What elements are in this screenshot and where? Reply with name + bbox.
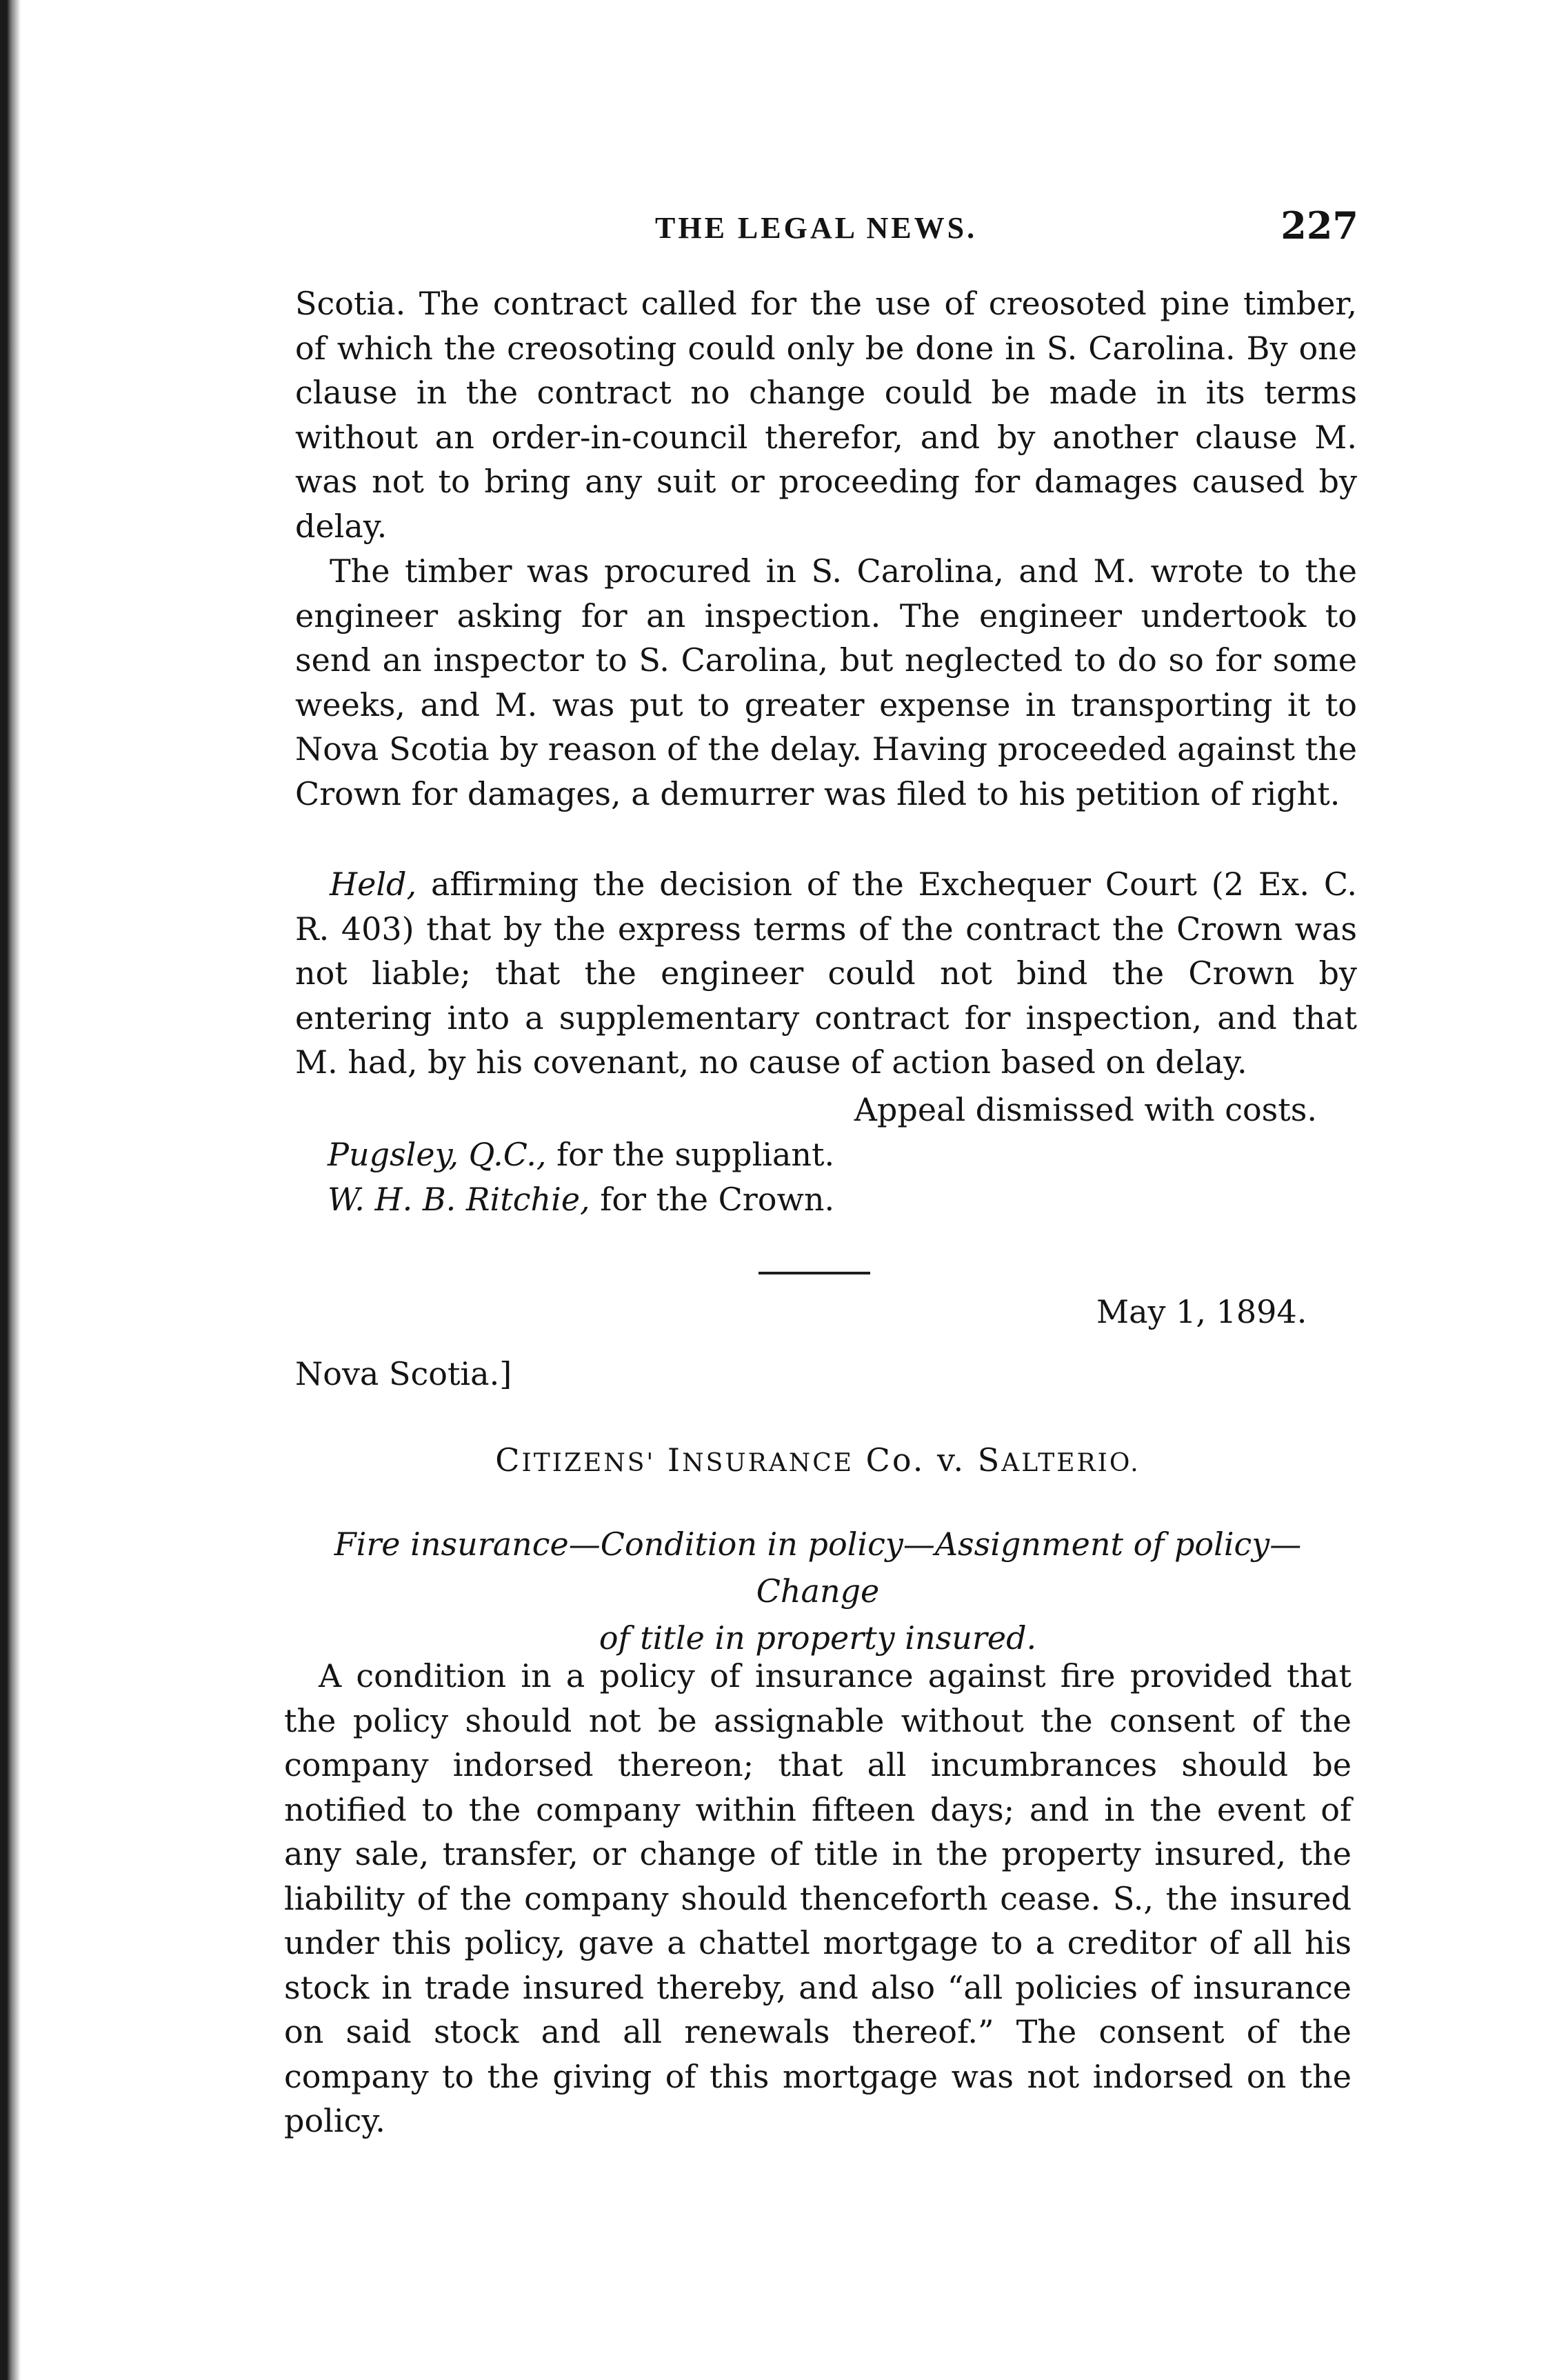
headnote bbox=[284, 1521, 1352, 1661]
counsel-line-suppliant bbox=[328, 1132, 834, 1177]
paragraph-condition: A condition in a policy of insurance against fire provided that the policy should not be assignable without the consent of the company indorsed thereon; that all incumbrances should be notified to the company within fifteen days; and in the event of any sale, transfer, or change of title in the property insured, the liability of the company should thenceforth cease. S., the insured under this policy, gave a chattel mortgage to a creditor of all his stock in trade insured thereby, and also “all policies of insurance on said stock and all renewals thereof.” The consent of the company to the giving of this mortgage was not indorsed on the policy. bbox=[284, 1657, 1352, 2139]
headnote-line-2: of title in property insured. bbox=[599, 1619, 1037, 1657]
running-head: THE LEGAL NEWS. bbox=[655, 211, 978, 245]
section-divider bbox=[759, 1272, 870, 1274]
counsel-name: W. H. B. Ritchie, bbox=[328, 1181, 590, 1218]
counsel-role: for the suppliant. bbox=[546, 1136, 835, 1173]
case-title: CITIZENS' INSURANCE Co. v. SALTERIO. bbox=[495, 1441, 1141, 1479]
province-label: Nova Scotia.] bbox=[295, 1355, 512, 1392]
headnote-line-1: Fire insurance—Condition in policy—Assignment of policy—Change bbox=[334, 1526, 1302, 1610]
page-number: 227 bbox=[1280, 203, 1358, 248]
disposition: Appeal dismissed with costs. bbox=[854, 1091, 1317, 1128]
held-label: Held, bbox=[330, 866, 417, 903]
counsel-name: Pugsley, Q.C., bbox=[328, 1136, 547, 1173]
paragraph-facts: The timber was procured in S. Carolina, and M. wrote to the engineer asking for an inspection. The engineer undertook to send an inspector to S. Carolina, but neglected to do so for some weeks, and M. was put to greater expense in transporting it to Nova Scotia by reason of the delay. Having proceeded against the Crown for damages, a demurrer was filed to his petition of right. bbox=[295, 552, 1357, 812]
counsel-line-crown bbox=[328, 1177, 834, 1222]
page-header bbox=[290, 203, 1358, 259]
held-text: affirming the decision of the Exchequer Court (2 Ex. C. R. 403) that by the express terms of the contract the Crown was not liable; that the engineer could not bind the Crown by entering into a supplementary contract for inspection, and that M. had, by his covenant, no cause of action based on delay. bbox=[295, 866, 1357, 1081]
paragraph-held bbox=[295, 862, 1357, 1085]
decision-date: May 1, 1894. bbox=[1096, 1293, 1307, 1330]
paragraph-continuation: Scotia. The contract called for the use of creosoted pine timber, of which the creosoting could only be done in S. Carolina. By one clause in the contract no change could be made in its terms without an order-in-council therefor, and by another clause M. was not to bring any suit or proceeding for damages caused by delay. bbox=[295, 285, 1357, 545]
counsel-role: for the Crown. bbox=[590, 1181, 835, 1218]
